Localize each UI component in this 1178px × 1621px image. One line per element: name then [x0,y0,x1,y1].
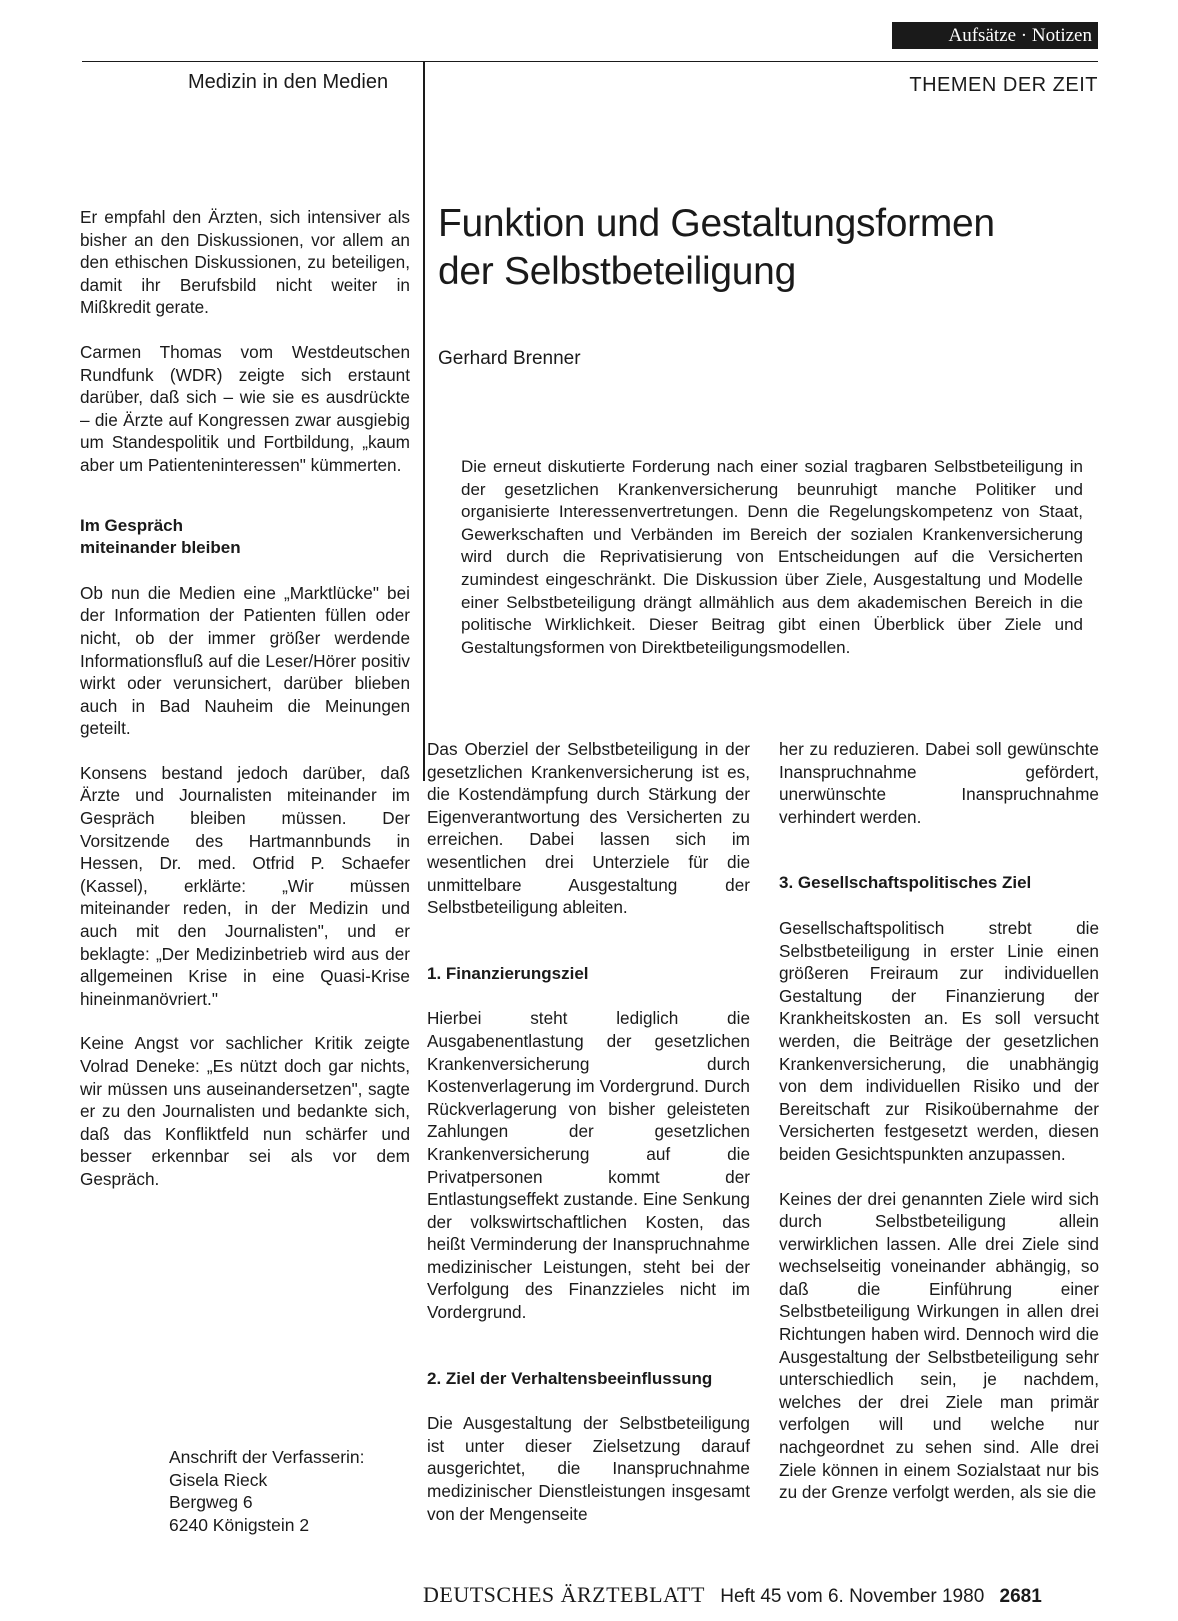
title-line: Funktion und Gestaltungsformen [438,202,995,245]
paragraph: Konsens bestand jedoch darüber, daß Ärzte und Journalisten miteinander im Gespräch bleiben müssen. Der Vorsitzende des Hartmannbunds in Hessen, Dr. med. Otfrid P. Schaefer (Kassel), erklärte: „Wir müssen miteinander reden, in der Medizin und auch mit den Journalisten", und er beklagte: „Der Medizinbetrieb wird aus der allgemeinen Krise in eine Quasi-Krise hineinmanövriert." [80,762,410,1009]
page-number: 2681 [999,1586,1042,1607]
address-line: Bergweg 6 [169,1492,253,1513]
subheading-line: Im Gespräch [80,515,183,535]
column-divider [423,61,425,781]
subheading: 3. Gesellschaftspolitisches Ziel [779,873,1032,893]
paragraph: Ob nun die Medien eine „Marktlücke" bei der Information der Patienten füllen oder nicht, ob der immer größer werdende Informationsfluß auf die Leser/Hörer positiv wirkt oder verunsichert, darüber blieben auch in Bad Nauheim die Meinungen geteilt. [80,582,410,739]
paragraph: Keine Angst vor sachlicher Kritik zeigte Volrad Deneke: „Es nützt doch gar nichts, wir müssen uns auseinandersetzen", sagte er zu den Journalisten und bedankte sich, daß das Konfliktfeld nun schärfer und besser erkennbar sei als vor dem Gespräch. [80,1033,410,1189]
subheading-line: miteinander bleiben [80,538,241,558]
left-column [80,206,410,1213]
journal-name: DEUTSCHES ÄRZTEBLATT [423,1582,705,1607]
article-abstract: Die erneut diskutierte Forderung nach einer sozial tragbaren Selbstbeteiligung in der gesetzlichen Krankenversicherung beunruhigt manche Politiker und organisierte Interessenvertretungen. Denn die Regelungskompetenz von Staat, Gewerkschaften und Verbänden im Bereich der sozialen Krankenversicherung wird durch die Reprivatisierung von Entscheidungen auf die Versicherten zumindest eingeschränkt. Die Diskussion über Ziele, Ausgestaltung und Modelle einer Selbstbeteiligung drängt allmählich aus dem akademischen Bereich in die politische Wirklichkeit. Dieser Beitrag gibt einen Überblick über Ziele und Gestaltungsformen von Direktbeteiligungsmodellen. [461,457,1083,657]
paragraph: Keines der drei genannten Ziele wird sich durch Selbstbeteiligung allein verwirklichen lassen. Alle drei Ziele sind wechselseitig voneinander abhängig, so daß die Einführung einer Selbstbeteiligung Wirkungen in allen drei Richtungen haben wird. Dennoch wird die Ausgestaltung der Selbstbeteiligung sehr unterschiedlich sein, je nachdem, welches der drei Ziele man primär verfolgen will und welche nur nachgeordnet zu sehen sind. Alle drei Ziele können in einem Sozialstaat nur bis zu der Grenze verfolgt werden, als sie die [779,1188,1099,1503]
paragraph: Carmen Thomas vom Westdeutschen Rundfunk (WDR) zeigte sich erstaunt darüber, daß sich – wie sie es ausdrückte – die Ärzte auf Kongressen zwar ausgiebig um Standespolitik und Fortbildung, „kaum aber um Patienteninteressen" kümmerten. [80,341,410,475]
issue-info: Heft 45 vom 6. November 1980 [720,1586,985,1607]
address-line: Gisela Rieck [169,1469,268,1490]
subheading [80,515,410,560]
section-label-right: THEMEN DER ZEIT [909,74,1098,96]
paragraph: Die Ausgestaltung der Selbstbeteiligung ist unter dieser Zielsetzung darauf ausgerichtet, die Inanspruchnahme medizinischer Dienstleistungen insgesamt von der Mengenseite [427,1413,750,1524]
section-tag: Aufsätze · Notizen [892,22,1098,49]
middle-column [427,738,750,1547]
address-line: 6240 Königstein 2 [169,1514,310,1535]
page-footer [423,1583,1042,1609]
paragraph: Das Oberziel der Selbstbeteiligung in der gesetzlichen Krankenversicherung ist es, die Kostendämpfung durch Stärkung der Eigenverantwortung des Versicherten zu erreichen. Dabei lassen sich im wesentlichen drei Unterziele für die unmittelbare Ausgestaltung der Selbstbeteiligung ableiten. [427,739,750,918]
article-title [438,200,1098,296]
paragraph: Er empfahl den Ärzten, sich intensiver als bisher an den Diskussionen, vor allem an den ethischen Diskussionen, zu beteiligen, damit ihr Berufsbild nicht weiter in Mißkredit gerate. [80,207,410,318]
address-line: Anschrift der Verfasserin: [169,1447,365,1467]
author-address [169,1446,365,1536]
subheading: 1. Finanzierungsziel [427,963,589,983]
title-line: der Selbstbeteiligung [438,250,796,293]
paragraph: Hierbei steht lediglich die Ausgabenentlastung der gesetzlichen Krankenversicherung durch Kostenverlagerung im Vordergrund. Durch Rückverlagerung von bisher geleisteten Zahlungen der gesetzlichen Krankenversicherung auf die Privatpersonen kommt der Entlastungseffekt zustande. Eine Senkung der volkswirtschaftlichen Kosten, das heißt Verminderung der Inanspruchnahme medizinischer Leistungen, steht bei der Verfolgung des Finanzzieles nicht im Vordergrund. [427,1008,750,1323]
section-label-left: Medizin in den Medien [188,71,389,93]
header-rule [82,61,1098,62]
paragraph: Gesellschaftspolitisch strebt die Selbstbeteiligung in erster Linie einen größeren Freiraum zur individuellen Gestaltung der Finanzierung der Krankheitskosten an. Es soll versucht werden, die Beiträge der gesetzlichen Krankenversicherung, die unabhängig von dem individuellen Risiko und der Bereitschaft zur Risikoübernahme der Versicherten festgesetzt werden, diesen beiden Gesichtspunkten anzupassen. [779,917,1099,1164]
article-author: Gerhard Brenner [438,348,581,369]
subheading: 2. Ziel der Verhaltensbeeinflussung [427,1368,713,1388]
right-column [779,738,1099,1526]
paragraph: her zu reduzieren. Dabei soll gewünschte Inanspruchnahme gefördert, unerwünschte Inanspruchnahme verhindert werden. [779,739,1099,827]
